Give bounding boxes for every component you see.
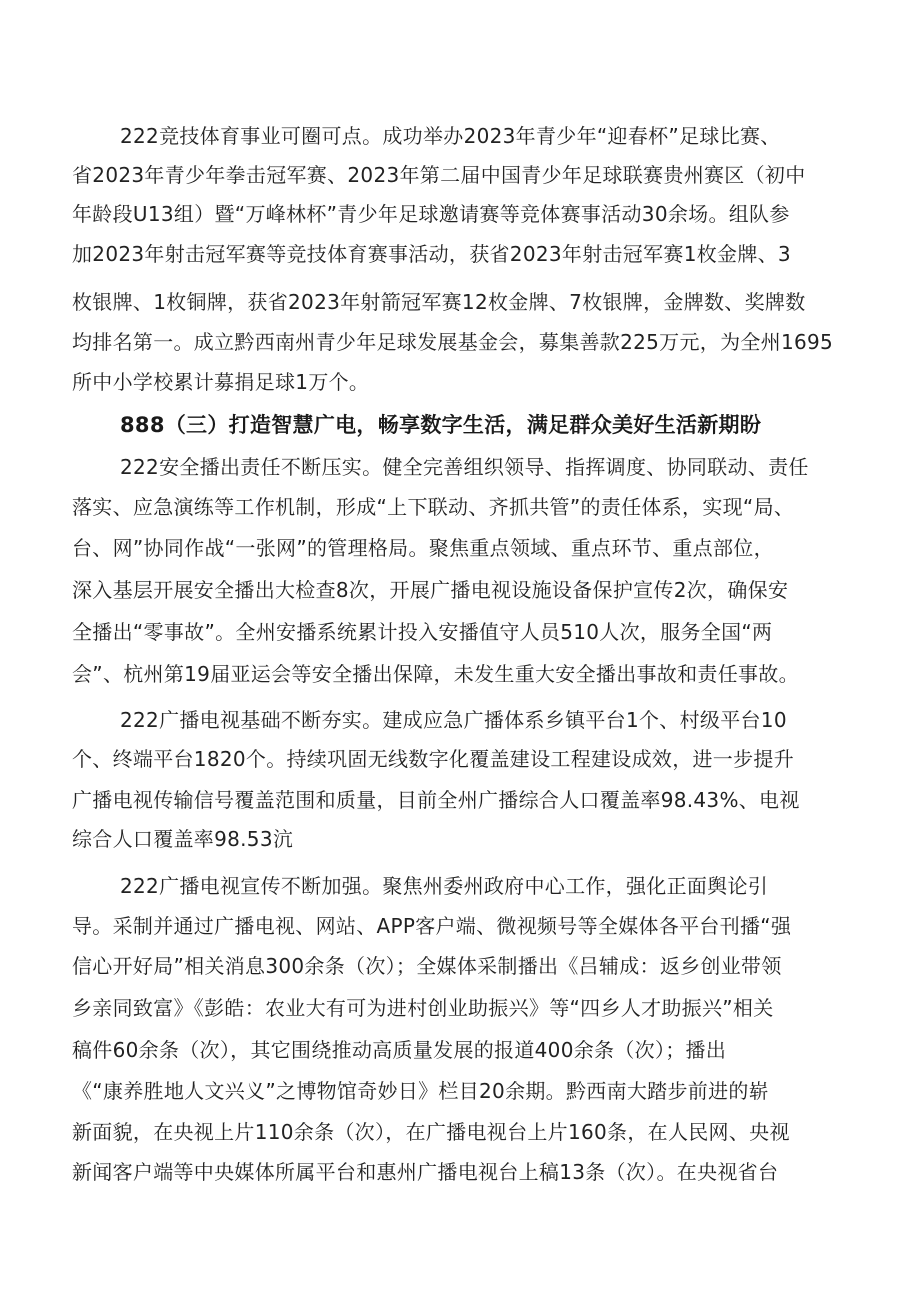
paragraph-2-line-1: 222安全播出责任不断压实。健全完善组织领导、指挥调度、协同联动、责任 [120,455,809,479]
paragraph-1-line-4: 加2023年射击冠军赛等竞技体育赛事活动，获省2023年射击冠军赛1枚金牌、3 [72,242,791,266]
paragraph-2-line-2: 落实、应急演练等工作机制，形成“上下联动、齐抓共管”的责任体系，实现“局、 [72,495,795,519]
paragraph-3-line-2: 个、终端平台1820个。持续巩固无线数字化覆盖建设工程建设成效，进一步提升 [72,747,794,771]
section-heading: 888（三）打造智慧广电，畅享数字生活，满足群众美好生活新期盼 [120,413,762,437]
paragraph-1-line-2: 省2023年青少年拳击冠军赛、2023年第二届中国青少年足球联赛贵州赛区（初中 [72,163,806,187]
paragraph-4-line-2: 导。采制并通过广播电视、网站、APP客户端、微视频号等全媒体各平台刊播“强 [72,914,792,938]
paragraph-4-line-4: 乡亲同致富》《彭皓：农业大有可为进村创业助振兴》等“四乡人才助振兴”相关 [72,996,774,1020]
paragraph-2-line-3: 台、网”协同作战“一张网”的管理格局。聚焦重点领域、重点环节、重点部位， [72,536,774,560]
paragraph-4-line-1: 222广播电视宣传不断加强。聚焦州委州政府中心工作，强化正面舆论引 [120,874,769,898]
paragraph-2-line-5: 全播出“零事故”。全州安播系统累计投入安播值守人员510人次，服务全国“两 [72,620,773,644]
paragraph-4-line-8: 新闻客户端等中央媒体所属平台和惠州广播电视台上稿13条（次）。在央视省台 [72,1160,779,1184]
paragraph-3-line-4: 综合人口覆盖率98.53沆 [72,827,294,851]
paragraph-1-line-3: 年龄段U13组）暨“万峰林杯”青少年足球邀请赛等竞体赛事活动30余场。组队参 [72,202,790,226]
paragraph-4-line-5: 稿件60余条（次），其它围绕推动高质量发展的报道400余条（次）；播出 [72,1038,727,1062]
paragraph-1-line-7: 所中小学校累计募捐足球1万个。 [72,370,370,394]
paragraph-3-line-3: 广播电视传输信号覆盖范围和质量，目前全州广播综合人口覆盖率98.43%、电视 [72,788,800,812]
paragraph-1-line-1: 222竞技体育事业可圈可点。成功举办2023年青少年“迎春杯”足球比赛、 [120,124,781,148]
paragraph-1-line-5: 枚银牌、1枚铜牌，获省2023年射箭冠军赛12枚金牌、7枚银牌，金牌数、奖牌数 [72,290,806,314]
paragraph-2-line-4: 深入基层开展安全播出大检查8次，开展广播电视设施设备保护宣传2次，确保安 [72,578,789,602]
paragraph-2-line-6: 会”、杭州第19届亚运会等安全播出保障，未发生重大安全播出事故和责任事故。 [72,662,799,686]
paragraph-4-line-3: 信心开好局”相关消息300余条（次）；全媒体采制播出《吕辅成：返乡创业带领 [72,954,782,978]
paragraph-3-line-1: 222广播电视基础不断夯实。建成应急广播体系乡镇平台1个、村级平台10 [120,708,787,732]
paragraph-4-line-6: 《“康养胜地人文兴义”之博物馆奇妙日》栏目20余期。黔西南大踏步前进的崭 [72,1079,769,1103]
paragraph-4-line-7: 新面貌，在央视上片110余条（次），在广播电视台上片160条，在人民网、央视 [72,1120,790,1144]
paragraph-1-line-6: 均排名第一。成立黔西南州青少年足球发展基金会，募集善款225万元，为全州1695 [72,330,834,354]
